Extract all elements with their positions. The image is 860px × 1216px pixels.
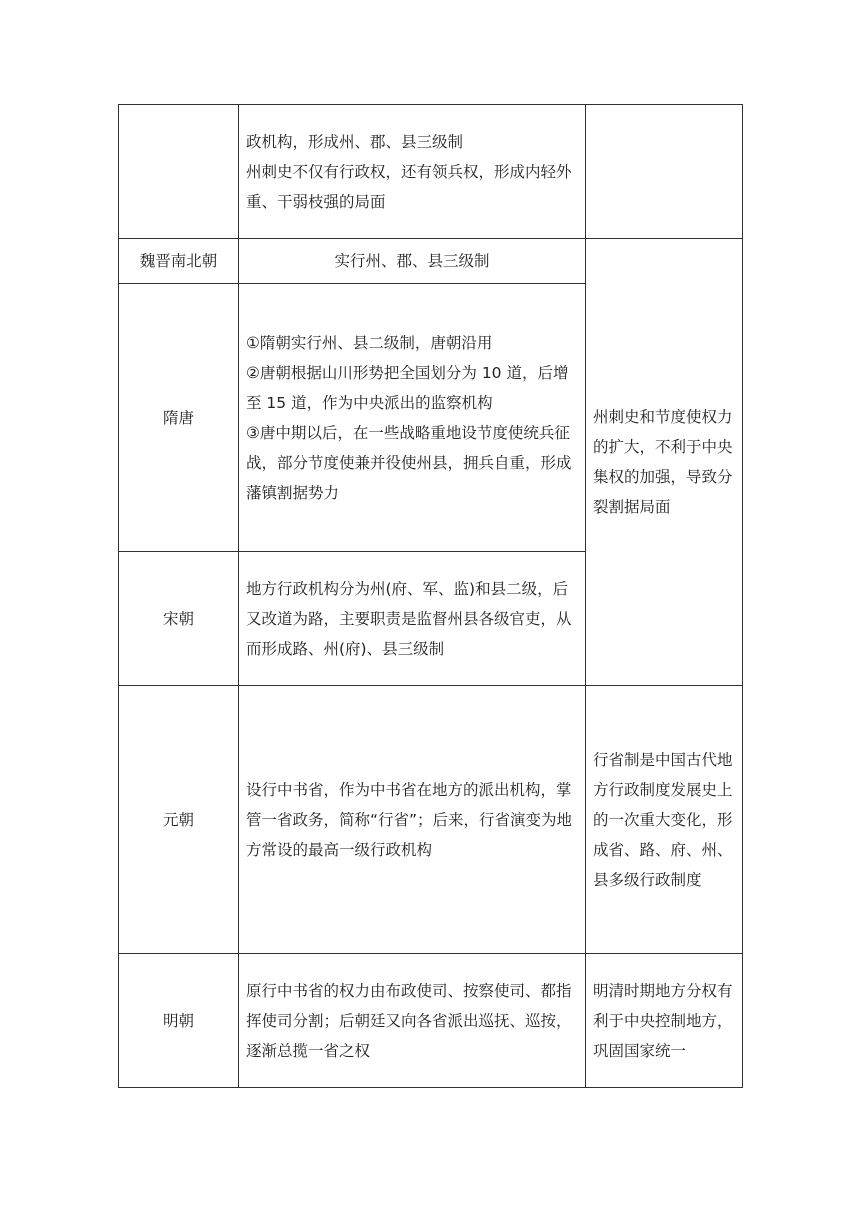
- table-row: [119, 954, 743, 1088]
- content-line: ②唐朝根据山川形势把全国划分为 10 道，后增至 15 道，作为中央派出的监察机构: [246, 363, 569, 412]
- table-row: [119, 686, 743, 954]
- era-cell: 宋朝: [119, 552, 239, 686]
- content-line: 原行中书省的权力由布政使司、按察使司、都指挥使司分割；后朝廷又向各省派出巡抚、巡按，逐渐总揽一省之权: [246, 981, 572, 1060]
- content-cell: [239, 284, 586, 552]
- content-line: ①隋朝实行州、县二级制，唐朝沿用: [246, 333, 493, 352]
- content-line: 州刺史不仅有行政权，还有领兵权，形成内轻外重、干弱枝强的局面: [246, 162, 572, 211]
- era-cell: 元朝: [119, 686, 239, 954]
- dynasty-admin-table: [118, 104, 743, 1088]
- content-line: 设行中书省，作为中书省在地方的派出机构，掌管一省政务，简称“行省”；后来，行省演变为地方常设的最高一级行政机构: [246, 780, 573, 859]
- content-line: ③唐中期以后，在一些战略重地设节度使统兵征战，部分节度使兼并役使州县，拥兵自重，形成藩镇割据势力: [246, 423, 572, 502]
- note-cell: 明清时期地方分权有利于中央控制地方，巩固国家统一: [586, 954, 743, 1088]
- content-cell: [239, 239, 586, 284]
- era-cell: 隋唐: [119, 284, 239, 552]
- era-cell: 魏晋南北朝: [119, 239, 239, 284]
- content-line: 地方行政机构分为州(府、军、监)和县二级，后又改道为路，主要职责是监督州县各级官吏，从而形成路、州(府)、县三级制: [246, 579, 572, 658]
- content-cell: [239, 105, 586, 239]
- content-line: 政机构，形成州、郡、县三级制: [246, 132, 464, 151]
- content-cell: [239, 954, 586, 1088]
- table-row: [119, 105, 743, 239]
- content-cell: [239, 552, 586, 686]
- era-cell: [119, 105, 239, 239]
- note-cell: 州刺史和节度使权力的扩大，不利于中央集权的加强，导致分裂割据局面: [586, 239, 743, 686]
- content-line: 实行州、郡、县三级制: [334, 252, 490, 270]
- note-cell: 行省制是中国古代地方行政制度发展史上的一次重大变化，形成省、路、府、州、县多级行政制度: [586, 686, 743, 954]
- content-cell: [239, 686, 586, 954]
- note-cell-empty: [586, 105, 743, 239]
- table-row: [119, 239, 743, 284]
- era-cell: 明朝: [119, 954, 239, 1088]
